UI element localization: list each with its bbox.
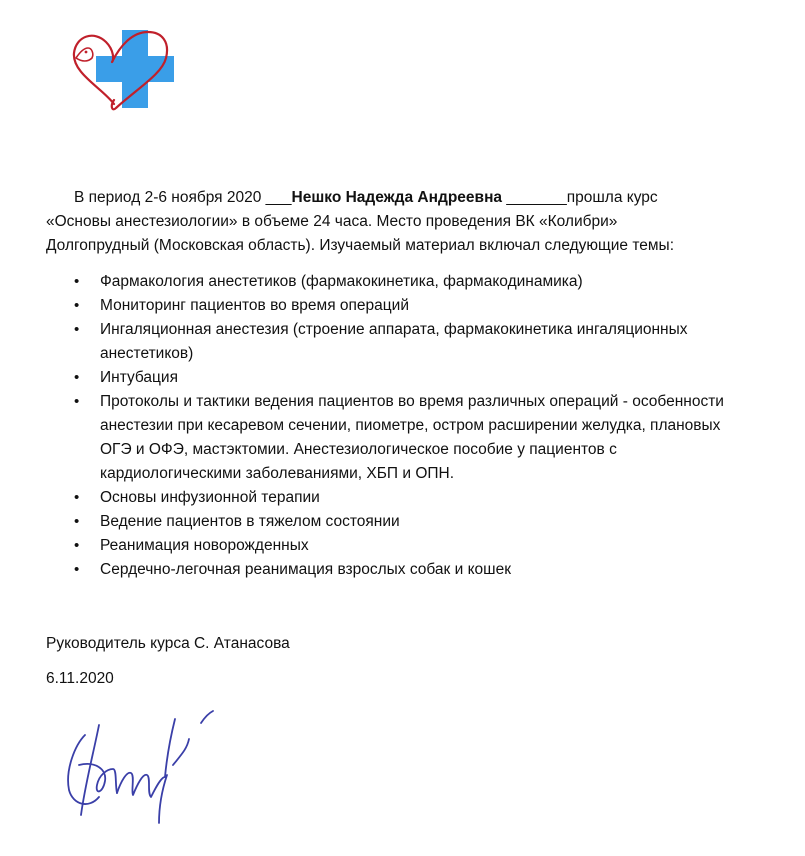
bullet: • [74, 537, 80, 554]
topic-text: Сердечно-легочная реанимация взрослых собак и кошек [100, 561, 511, 578]
clinic-logo [62, 18, 182, 118]
topic-text: Ингаляционная анестезия (строение аппарата, фармакокинетика ингаляционных анестетиков) [100, 321, 688, 362]
list-item [46, 366, 736, 390]
course-leader: Руководитель курса С. Атанасова [46, 635, 290, 652]
signature-image [55, 705, 235, 835]
list-item [46, 558, 736, 582]
blank-line: _______ [502, 189, 567, 206]
list-item [46, 294, 736, 318]
topic-text: Ведение пациентов в тяжелом состоянии [100, 513, 400, 530]
list-item [46, 510, 736, 534]
location-line: Долгопрудный (Московская область). Изучаемый материал включал следующие темы: [46, 237, 674, 254]
list-item [46, 390, 736, 486]
topic-text: Интубация [100, 369, 178, 386]
list-item [46, 486, 736, 510]
topic-text: Протоколы и тактики ведения пациентов во время различных операций - особенности анестезии при кесаревом сечении, пиометре, остром расширении желудка, плановых ОГЭ и ОФЭ, мастэктомии. Анестезиологическое пособие у пациентов с кардиологическими заболеваниями, ХБП и ОПН. [100, 393, 724, 482]
blank-line: ___ [265, 189, 292, 206]
participant-name: Нешко Надежда Андреевна [291, 189, 503, 206]
intro-paragraph [46, 186, 746, 258]
list-item [46, 270, 736, 294]
list-item [46, 534, 736, 558]
period-text: В период 2-6 ноября 2020 [74, 189, 266, 206]
bullet: • [74, 489, 80, 506]
topic-text: Основы инфузионной терапии [100, 489, 320, 506]
bullet: • [74, 513, 80, 530]
bullet: • [74, 297, 80, 314]
topic-text: Мониторинг пациентов во время операций [100, 297, 409, 314]
bullet: • [74, 273, 80, 290]
topics-list [46, 270, 736, 582]
list-item [46, 318, 736, 366]
course-line: «Основы анестезиологии» в объеме 24 часа. Место проведения ВК «Колибри» [46, 213, 618, 230]
document-date: 6.11.2020 [46, 670, 114, 687]
bullet: • [74, 393, 80, 410]
completed-text: прошла курс [566, 189, 658, 206]
bullet: • [74, 561, 80, 578]
bullet: • [74, 369, 80, 386]
topic-text: Фармакология анестетиков (фармакокинетика, фармакодинамика) [100, 273, 583, 290]
topic-text: Реанимация новорожденных [100, 537, 309, 554]
bullet: • [74, 321, 80, 338]
